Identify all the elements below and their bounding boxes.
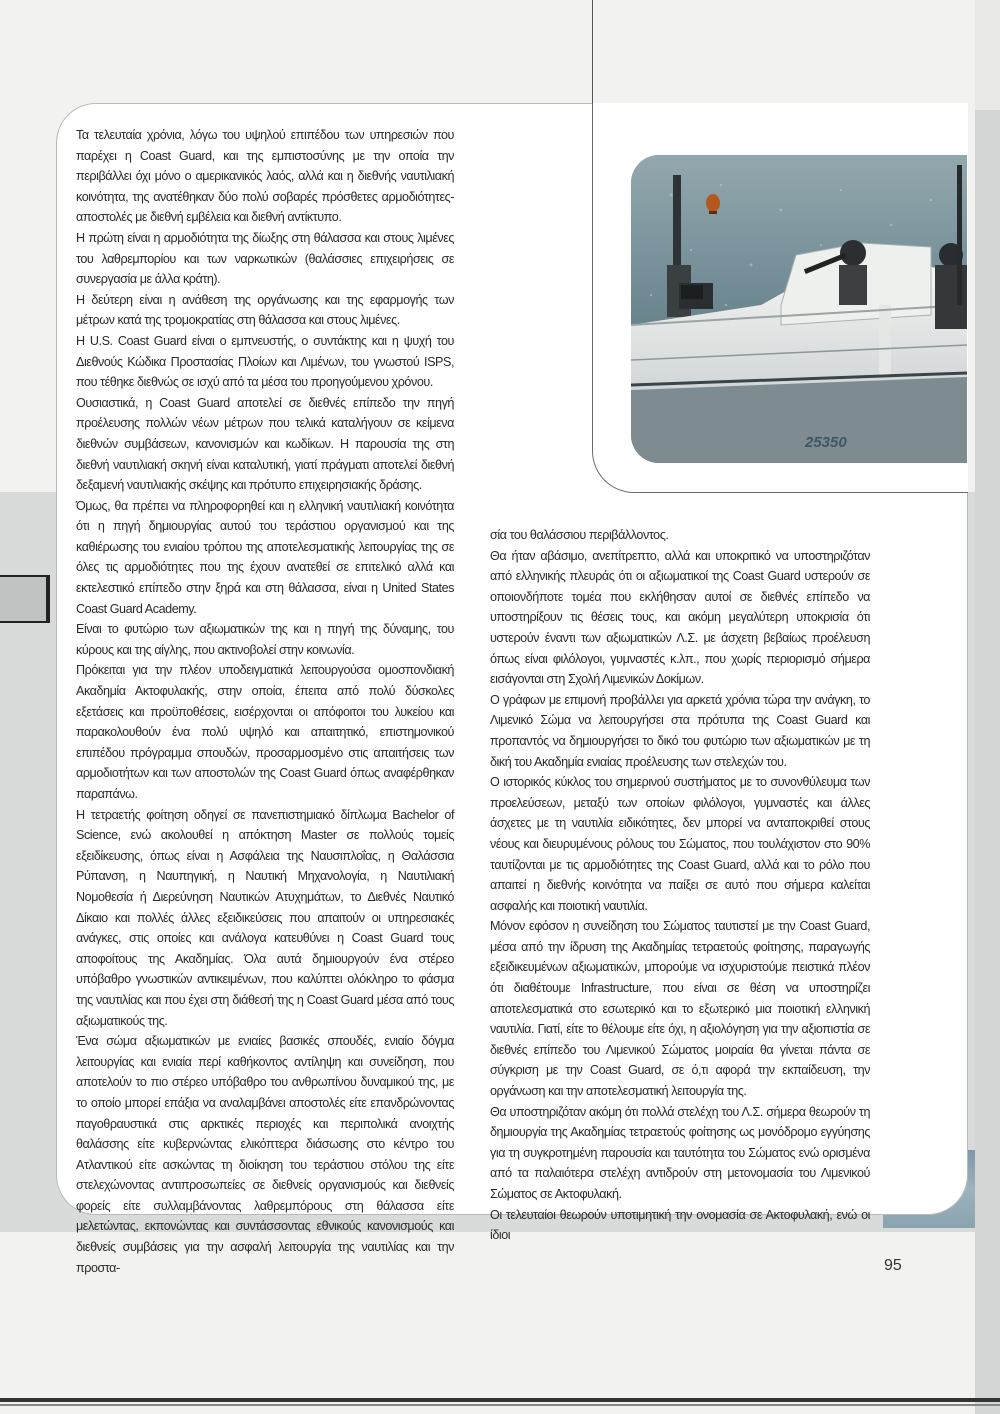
paragraph: Η U.S. Coast Guard είναι ο εμπνευστής, ο συντάκτης και η ψυχή του Διεθνούς Κώδικα Προστασίας Πλοίων και Λιμένων, του γνωστού ISPS, που τέθηκε διεθνώς σε ισχύ από τα μέσα του προηγούμενου χρόνου. <box>76 333 454 390</box>
paragraph: Μόνον εφόσον η συνείδηση του Σώματος ταυτιστεί με την Coast Guard, μέσα από την ίδρυση της Ακαδημίας τετραετούς φοίτησης, παραγωγής εξειδικευμένων αξιωματικών, μπορούμε να ισχυριστούμε πειστικά πλέον ότι διαθέτουμε Infrastructure, που είναι σε θέση να υποστηρίζει αποτελεσματικά στο εσωτερικό και το εξωτερικό μια ποιοτική ελληνική ναυτιλία. Γιατί, είτε το θέλουμε είτε όχι, η αξιολόγηση για την αξιοπιστία σε διεθνές επίπεδο του Λιμενικού Σώματος μοιραία θα γίνεται πάντα σε σύγκριση με την Coast Guard, σε ό,τι αφορά την εκπαίδευση, την οργάνωση και την αποτελεσματική λειτουργία της. <box>490 919 870 1099</box>
right-text-column <box>490 525 870 1246</box>
paragraph: σία του θαλάσσιου περιβάλλοντος. <box>490 528 669 542</box>
left-text-column <box>76 125 454 1278</box>
paragraph: Θα ήταν αβάσιμο, ανεπίτρεπτο, αλλά και υποκριτικό να υποστηριζόταν από ελληνικής πλευράς ότι οι αξιωματικοί της Coast Guard υστερούν σε οποιονδήποτε τομέα που εκλήθησαν αυτοί σε διεθνές επίπεδο να υποστηρίξουν τις θέσεις τους, και ακόμη μεγαλύτερη υποκρισία ότι υστερούν έναντι των αξιωματικών Λ.Σ. με άσχετη βεβαίως προέλευση όπως είναι φιλόλογοι, γυμναστές κ.λπ., που χωρίς περιορισμό σήμερα εισάγονται στη Σχολή Λιμενικών Δοκίμων. <box>490 548 870 687</box>
paragraph: Τα τελευταία χρόνια, λόγω του υψηλού επιπέδου των υπηρεσιών που παρέχει η Coast Guard, και της εμπιστοσύνης με την οποία την περιβάλλει όχι μόνο ο αμερικανικός λαός, αλλά και η διεθνής ναυτιλιακή κοινότητα, της ανατέθηκαν δύο πολύ σοβαρές πρόσθετες αρμοδιότητες-αποστολές με διεθνή εμβέλεια και διεθνή αντίκτυπο. <box>76 128 454 225</box>
bottom-rule <box>0 1398 1000 1402</box>
paragraph: Ο γράφων με επιμονή προβάλλει για αρκετά χρόνια τώρα την ανάγκη, το Λιμενικό Σώμα να λειτουργήσει στα πρότυπα της Coast Guard και προπαντός να δημιουργήσει το δικό του φυτώριο των αξιωματικών με τη δική του Ακαδημία ενιαίας προέλευσης των στελεχών του. <box>490 692 870 769</box>
paragraph: Ουσιαστικά, η Coast Guard αποτελεί σε διεθνές επίπεδο την πηγή προέλευσης πολλών νέων μέτρων που τελικά καταλήγουν σε κείμενα διεθνών συμβάσεων, κανονισμών και κωδίκων. Η παρουσία της στη διεθνή ναυτιλιακή σκηνή είναι καταλυτική, γιατί πράγματι αποτελεί διεθνή δεξαμενή ναυτιλιακής σκέψης και πρότυπο επιχειρησιακής δράσης. <box>76 395 454 493</box>
boat-illustration <box>631 155 967 463</box>
photo-panel <box>592 103 968 493</box>
paragraph: Ένα σώμα αξιωματικών με ενιαίες βασικές σπουδές, ενιαίο δόγμα λειτουργίας και ενιαία περί καθήκοντος αντίληψη και συνείδηση, που αποτελούν το πιο στέρεο υπόβαθρο του ανθρωπίνου δυναμικού της, με το οποίο μπορεί επάξια να αναλαμβάνει αποστολές είτε επανδρώνοντας παγοθραυστικά στις αρκτικές περιοχές και περιπολικά ανοιχτής θαλάσσης είτε κυβερνώντας ελικόπτερα διάσωσης στο κέντρο του Ατλαντικού είτε ασκώντας τη διοίκηση του τεράστιου στόλου της είτε στελεχώνοντας αντιπροσωπείες σε διεθνείς οργανισμούς και διεθνείς φορείς είτε συλλαμβάνοντας λαθρεμπόρους στη θάλασσα είτε μελετώντας, εκπονώντας και συντάσσοντας εθνικούς κανονισμούς και διεθνείς συμβάσεις για την ασφαλή λειτουργία της ναυτιλίας και την προστα- <box>76 1034 454 1275</box>
paragraph: Όμως, θα πρέπει να πληροφορηθεί και η ελληνική ναυτιλιακή κοινότητα ότι η πηγή δημιουργίας αυτού του τεράστιου οργανισμού και της καθιέρωσης του ενιαίου τρόπου της αποτελεσματικής λειτουργίας της σε όλες τις αρμοδιότητες που της έχουν ανατεθεί σε επιτελικό αλλά και εκτελεστικό επίπεδο στην ξηρά και στη θάλασσα, είναι η United States Coast Guard Academy. <box>76 498 454 616</box>
hull-number-text: 25350 <box>805 434 847 451</box>
paragraph: Είναι το φυτώριο των αξιωματικών της και η πηγή της δύναμης, του κύρους και της αίγλης, που ακτινοβολεί στην κοινωνία. <box>76 622 454 657</box>
coast-guard-boat-photo <box>631 155 967 463</box>
paragraph: Θα υποστηριζόταν ακόμη ότι πολλά στελέχη του Λ.Σ. σήμερα θεωρούν τη δημιουργία της Ακαδημίας τετραετούς φοίτησης ως μονόδρομο εγγύησης για τη συγκροτημένη παρουσία και ταυτότητα του Σώματος ενώ ορισμένα από τα παλαιότερα στελέχη αντιδρούν στη μετονομασία του Λιμενικού Σώματος σε Ακτοφυλακή. <box>490 1104 870 1201</box>
photo-divider-line <box>592 0 593 103</box>
right-edge-strip <box>975 0 1000 1414</box>
page-number: 95 <box>884 1257 902 1274</box>
paragraph: Οι τελευταίοι θεωρούν υποτιμητική την ονομασία σε Ακτοφυλακή, ενώ οι ίδιοι <box>490 1207 870 1243</box>
paragraph: Ο ιστορικός κύκλος του σημερινού συστήματος με το συνονθύλευμα των προελεύσεων, μεταξύ των οποίων φιλόλογοι, γυμναστές και άλλες άσχετες με τη ναυτιλία ειδικότητες, δεν μπορεί να ανταποκριθεί στους νέους και διευρυμένους ρόλους του Σώματος, που τουλάχιστον στο 90% ταυτίζονται με τις αρμοδιότητες της Coast Guard, αλλά και το ρόλο που απαιτεί η διεθνής κοινότητα να παίξει σε αυτό που σήμερα καλείται ασφαλής και ποιοτική ναυτιλία. <box>490 775 870 913</box>
bottom-rule-thin <box>0 1404 1000 1406</box>
paragraph: Η τετραετής φοίτηση οδηγεί σε πανεπιστημιακό δίπλωμα Bachelor of Science, ενώ ακολουθεί η απόκτηση Master σε πολλούς τομείς εξειδίκευσης, όπως είναι η Ασφάλεια της Ναυσιπλοΐας, η Θαλάσσια Ρύπανση, η Ναυπηγική, η Ναυτική Μηχανολογία, η Ναυτιλιακή Νομοθεσία ή Διερεύνηση Ναυτικών Ατυχημάτων, το Διεθνές Ναυτικό Δίκαιο και πολλές άλλες εξειδικεύσεις που απαιτούν οι υπηρεσιακές ανάγκες, στις οποίες και ανάλογα κατευθύνει η Coast Guard τους αποφοίτους της Ακαδημίας. Όλα αυτά δημιουργούν ένα στέρεο υπόβαθρο γνωστικών αντικειμένων, που καλύπτει ολόκληρο το φάσμα της ναυτιλίας και που έχει στη διάθεσή της η Coast Guard μέσα από τους αξιωματικούς της. <box>76 807 454 1028</box>
paragraph: Η δεύτερη είναι η ανάθεση της οργάνωσης και της εφαρμογής των μέτρων κατά της τρομοκρατίας στη θάλασσα και στους λιμένες. <box>76 292 454 328</box>
left-margin-mark <box>0 575 50 623</box>
right-edge-strip-top <box>975 0 1000 110</box>
paragraph: Πρόκειται για την πλέον υποδειγματικά λειτουργούσα ομοσπονδιακή Ακαδημία Ακτοφυλακής, στην οποία, έπειτα από πολύ δύσκολες εξετάσεις και προϋποθέσεις, εισέρχονται οι απόφοιτοι του λυκείου και παρακολουθούν ένα πολύ υψηλό και απαιτητικό, επιστημονικού επιπέδου πρόγραμμα σπουδών, προσαρμοσμένο στις απαιτήσεις των αρμοδιοτήτων και των αποστολών της Coast Guard όπως αναφέρθηκαν παραπάνω. <box>76 663 454 801</box>
paragraph: Η πρώτη είναι η αρμοδιότητα της δίωξης στη θάλασσα και στους λιμένες του λαθρεμπορίου και των ναρκωτικών (θαλάσσιες επιχειρήσεις σε συνεργασία με άλλα κράτη). <box>76 230 454 287</box>
